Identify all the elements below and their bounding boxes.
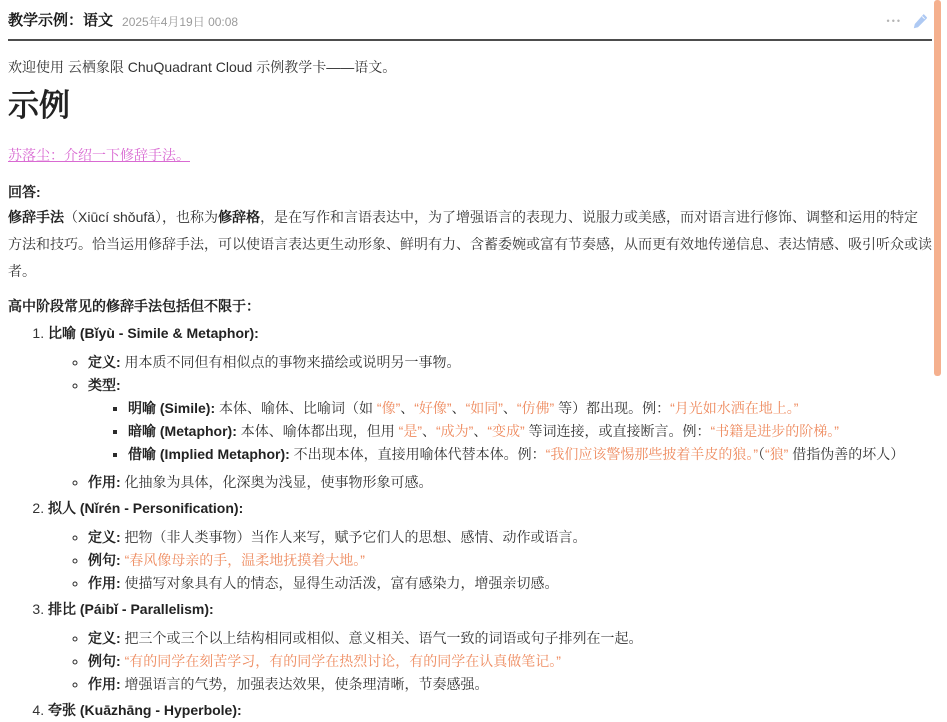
text-run: 作用: <box>88 474 121 490</box>
text-run: 、 <box>400 400 415 416</box>
edit-pencil-glyph <box>912 13 928 29</box>
rhetoric-item-title <box>48 699 932 722</box>
list-intro: 高中阶段常见的修辞手法包括但不限于： <box>8 298 260 314</box>
text-run: 、 <box>422 423 436 439</box>
sub-list-item <box>88 351 932 374</box>
more-options-icon[interactable]: ••• <box>886 16 902 26</box>
text-run: 不出现本体，直接用喻体代替本体。例： <box>289 446 546 462</box>
text-run: “狼” <box>765 446 789 462</box>
sub-list-item <box>128 397 932 420</box>
text-run: “有的同学在刻苦学习，有的同学在热烈讨论，有的同学在认真做笔记。” <box>124 653 561 669</box>
text-run: “好像” <box>414 400 452 416</box>
rhetoric-item-title <box>48 497 932 520</box>
intro-text: 欢迎使用 云栖象限 ChuQuadrant Cloud 示例教学卡——语文。 <box>8 59 397 75</box>
header-actions <box>887 13 928 29</box>
sub-list-level-2 <box>48 526 932 595</box>
text-run: 使描写对象具有人的情态，显得生动活泼，富有感染力，增强亲切感。 <box>120 575 559 591</box>
text-run: 拟人 (Nǐrén - Personification): <box>48 500 244 516</box>
text-run: “像” <box>376 400 401 416</box>
text-run: 把三个或三个以上结构相同或相似、意义相关、语气一致的词语或句子排列在一起。 <box>120 630 643 646</box>
text-run: “变成” <box>487 423 525 439</box>
sub-list-level-2 <box>48 351 932 494</box>
text-run: 定义: <box>88 354 121 370</box>
text-run: “成为” <box>436 423 474 439</box>
rhetoric-item <box>48 322 932 494</box>
text-run: （ <box>758 446 765 462</box>
text-run: 把物（非人类事物）当作人来写，赋予它们人的思想、感情、动作或语言。 <box>120 529 587 545</box>
text-run: 类型: <box>88 377 121 393</box>
text-run: “书籍是进步的阶梯。” <box>710 423 839 439</box>
edit-pencil-icon[interactable] <box>912 13 928 29</box>
text-run: 例句: <box>88 552 121 568</box>
scrollbar-track[interactable] <box>933 0 947 697</box>
sub-list-item <box>88 471 932 494</box>
rhetoric-item <box>48 497 932 595</box>
text-run: “月光如水洒在地上。” <box>670 400 799 416</box>
text-run: 、 <box>473 423 488 439</box>
text-run: 用本质不同但有相似点的事物来描绘或说明另一事物。 <box>120 354 461 370</box>
scrollbar-thumb[interactable] <box>934 0 941 376</box>
text-run: 暗喻 (Metaphor): <box>128 423 237 439</box>
text-run: 排比 (Páibǐ - Parallelism): <box>48 601 214 617</box>
text-run: 等）都出现。例： <box>554 400 671 416</box>
sub-list-item <box>88 549 932 572</box>
sub-list-item <box>88 572 932 595</box>
text-run: 作用: <box>88 676 121 692</box>
text-run: 例句: <box>88 653 121 669</box>
note-header <box>8 0 932 41</box>
text-run: 夸张 (Kuāzhāng - Hyperbole): <box>48 702 242 718</box>
rhetoric-item-title <box>48 322 932 345</box>
definition-paragraph <box>8 204 932 285</box>
text-run: “如同” <box>465 400 503 416</box>
text-run: 借喻 (Implied Metaphor): <box>128 446 290 462</box>
note-date: 2025年4月19日 00:08 <box>122 14 239 29</box>
text-run: 修辞手法 <box>8 209 64 225</box>
text-run: 修辞格 <box>218 209 261 225</box>
rhetoric-item <box>48 598 932 696</box>
text-run: （Xiūcí shǒufǎ），也称为 <box>64 209 219 225</box>
text-run: 本体、喻体、比喻词（如 <box>215 400 377 416</box>
text-run: “是” <box>398 423 422 439</box>
rhetoric-list <box>8 322 932 722</box>
sub-list-item <box>128 443 932 466</box>
text-run: “仿佛” <box>516 400 555 416</box>
text-run: ，是在写作和言语表达中，为了增强语言的表现力、说服力或美感，而对语言进行修饰、调整和运用的特定方法和技巧。恰当运用修辞手法，可以使语言表达更生动形象、鲜明有力、含蓄委婉或富有节奏感，从而更有效地传递信息、表达情感、吸引听众或读者。 <box>8 209 932 279</box>
text-run: 定义: <box>88 630 121 646</box>
rhetoric-item <box>48 699 932 722</box>
text-run: 化抽象为具体，化深奥为浅显，使事物形象可感。 <box>120 474 433 490</box>
text-run: 等词连接，或直接断言。例： <box>524 423 711 439</box>
sub-list-level-3 <box>88 397 932 466</box>
sub-list-item <box>88 673 932 696</box>
note-title: 教学示例：语文 <box>8 12 114 29</box>
text-run: 定义: <box>88 529 121 545</box>
answer-label: 回答: <box>8 184 41 200</box>
text-run: 明喻 (Simile): <box>128 400 216 416</box>
rhetoric-item-title <box>48 598 932 621</box>
note-body <box>8 57 932 722</box>
sub-list-item <box>88 374 932 466</box>
text-run: 本体、喻体都出现，但用 <box>236 423 399 439</box>
sub-list-item <box>88 650 932 673</box>
text-run: “春风像母亲的手，温柔地抚摸着大地。” <box>124 552 365 568</box>
text-run: “我们应该警惕那些披着羊皮的狼。” <box>545 446 758 462</box>
sub-list-level-2 <box>48 627 932 696</box>
text-run: 借指伪善的坏人） <box>788 446 905 462</box>
section-heading: 示例 <box>8 88 70 123</box>
sub-list-item <box>88 526 932 549</box>
question-link[interactable]: 苏落尘：介绍一下修辞手法。 <box>8 147 190 163</box>
text-run: 增强语言的气势，加强表达效果，使条理清晰，节奏感强。 <box>120 676 489 692</box>
text-run: 作用: <box>88 575 121 591</box>
sub-list-item <box>128 420 932 443</box>
text-run: 比喻 (Bǐyù - Simile & Metaphor): <box>48 325 259 341</box>
sub-list-item <box>88 627 932 650</box>
text-run: 、 <box>502 400 517 416</box>
text-run: 、 <box>451 400 466 416</box>
